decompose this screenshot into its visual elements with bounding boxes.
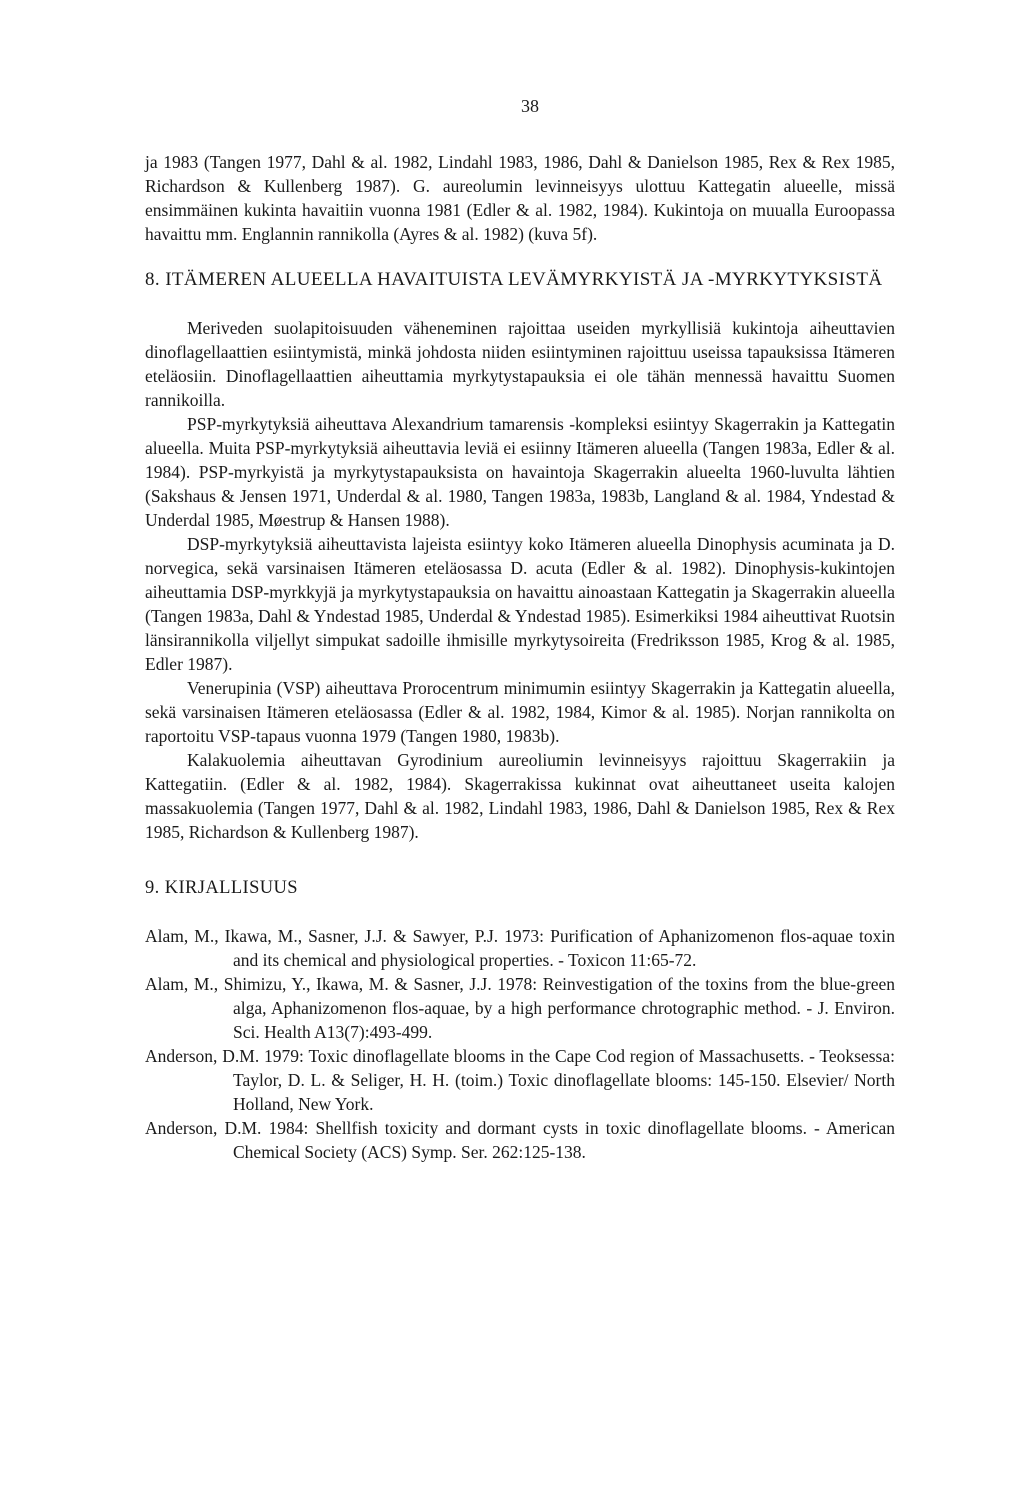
page-content (145, 150, 895, 1164)
section-8-paragraph: Meriveden suolapitoisuuden väheneminen rajoittaa useiden myrkyllisiä kukintoja aiheuttavien dinoflagellaattien esiintymistä, minkä johdosta niiden esiintyminen rajoittuu useissa tapauksissa Itämeren eteläosiin. Dinoflagellaattien aiheuttamia myrkytystapauksia ei ole tähän mennessä havaittu Suomen rannikoilla. (145, 318, 895, 410)
reference-item: Alam, M., Shimizu, Y., Ikawa, M. & Sasner, J.J. 1978: Reinvestigation of the toxins from the blue-green alga, Aphanizomenon flos-aquae, by a high performance chrotographic method. - J. Environ. Sci. Health A13(7):493-499. (145, 974, 895, 1042)
section-8-paragraph: DSP-myrkytyksiä aiheuttavista lajeista esiintyy koko Itämeren alueella Dinophysis acuminata ja D. norvegica, sekä varsinaisen Itämeren eteläosassa D. acuta (Edler & al. 1982). Dinophysis-kukintojen aiheuttamia DSP-myrkkyjä ja myrkytystapauksia on havaittu ainoastaan Kattegatin ja Skagerrakin alueella (Tangen 1983a, Dahl & Yndestad 1985, Underdal & Yndestad 1985). Esimerkiksi 1984 aiheuttivat Ruotsin länsirannikolla viljellyt simpukat sadoille ihmisille myrkytysoireita (Fredriksson 1985, Krog & al. 1985, Edler 1987). (145, 534, 895, 674)
reference-item: Alam, M., Ikawa, M., Sasner, J.J. & Sawyer, P.J. 1973: Purification of Aphanizomenon flos-aquae toxin and its chemical and physiological properties. - Toxicon 11:65-72. (145, 926, 895, 970)
section-8-heading: 8. ITÄMEREN ALUEELLA HAVAITUISTA LEVÄMYRKYISTÄ JA -MYRKYTYKSISTÄ (145, 269, 883, 290)
page-number: 38 (521, 96, 539, 116)
reference-item: Anderson, D.M. 1979: Toxic dinoflagellate blooms in the Cape Cod region of Massachusetts. - Teoksessa: Taylor, D. L. & Seliger, H. H. (toim.) Toxic dinoflagellate blooms: 145-150. Elsevier/ North Holland, New York. (145, 1046, 895, 1114)
section-9-heading: 9. KIRJALLISUUS (145, 878, 298, 898)
reference-list (145, 924, 895, 1164)
intro-paragraph: ja 1983 (Tangen 1977, Dahl & al. 1982, Lindahl 1983, 1986, Dahl & Danielson 1985, Rex & Rex 1985, Richardson & Kullenberg 1987). G. aureolumin levinneisyys ulottuu Kattegatin alueelle, missä ensimmäinen kukinta havaitiin vuonna 1981 (Edler & al. 1982, 1984). Kukintoja on muualla Euroopassa havaittu mm. Englannin rannikolla (Ayres & al. 1982) (kuva 5f). (145, 152, 895, 244)
reference-item: Anderson, D.M. 1984: Shellfish toxicity and dormant cysts in toxic dinoflagellate blooms. - American Chemical Society (ACS) Symp. Ser. 262:125-138. (145, 1118, 895, 1162)
section-8-paragraph: Kalakuolemia aiheuttavan Gyrodinium aureoliumin levinneisyys rajoittuu Skagerrakiin ja Kattegatiin. (Edler & al. 1982, 1984). Skagerrakissa kukinnat ovat aiheuttaneet useita kalojen massakuolemia (Tangen 1977, Dahl & al. 1982, Lindahl 1983, 1986, Dahl & Danielson 1985, Rex & Rex 1985, Richardson & Kullenberg 1987). (145, 750, 895, 842)
section-8-paragraph: PSP-myrkytyksiä aiheuttava Alexandrium tamarensis -kompleksi esiintyy Skagerrakin ja Kattegatin alueella. Muita PSP-myrkytyksiä aiheuttavia leviä ei esiinny Itämeren alueella (Tangen 1983a, Edler & al. 1984). PSP-myrkyistä ja myrkytystapauksista on havaintoja Skagerrakin alueelta 1960-luvulta lähtien (Sakshaus & Jensen 1971, Underdal & al. 1980, Tangen 1983a, 1983b, Langland & al. 1984, Yndestad & Underdal 1985, Møestrup & Hansen 1988). (145, 414, 895, 530)
section-8-paragraph: Venerupinia (VSP) aiheuttava Prorocentrum minimumin esiintyy Skagerrakin ja Kattegatin alueella, sekä varsinaisen Itämeren eteläosassa (Edler & al. 1982, 1984, Kimor & al. 1985). Norjan rannikolta on raportoitu VSP-tapaus vuonna 1979 (Tangen 1980, 1983b). (145, 678, 895, 746)
